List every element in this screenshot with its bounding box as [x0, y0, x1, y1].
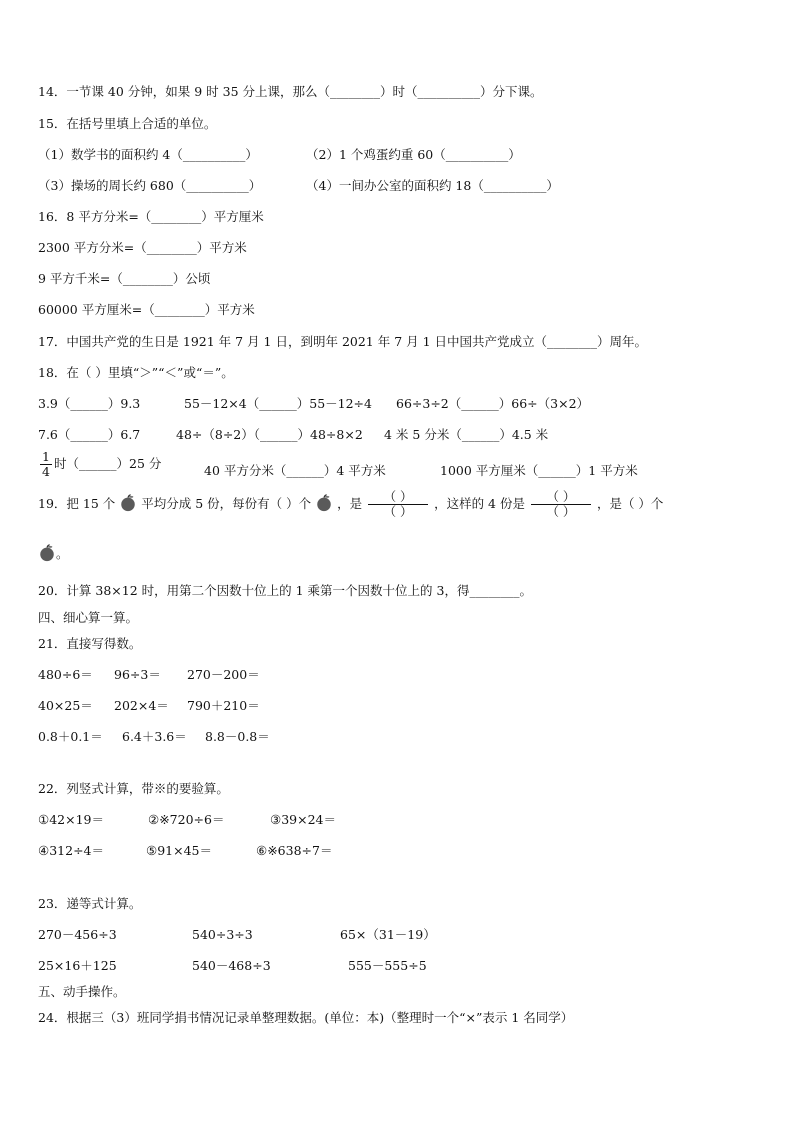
question-18-r1-a: 3.9（______）9.3: [38, 396, 141, 411]
q23-r1-c2: 540÷3÷3: [192, 927, 253, 942]
question-18-r3-b: 40 平方分米（______）4 平方米: [204, 463, 386, 478]
question-18-r2-b: 48÷（8÷2）（______）48÷8×2: [176, 427, 363, 442]
fraction-numerator: 1: [42, 449, 50, 464]
fraction-blank-1: [368, 490, 428, 519]
q21-r3-c1: 0.8＋0.1＝: [38, 729, 103, 744]
question-17: 17．中国共产党的生日是 1921 年 7 月 1 日，到明年 2021 年 7 月 1 日中国共产党成立（________）周年。: [38, 334, 648, 349]
question-19-part-3: ，是: [337, 496, 363, 511]
question-14: 14．一节课 40 分钟，如果 9 时 35 分上课，那么（________）时（__________）分下课。: [38, 84, 543, 99]
fraction-numerator-blank: （ ）: [383, 489, 413, 504]
question-18-r3-a: [38, 450, 161, 479]
section-heading-4: 四、细心算一算。: [38, 610, 139, 625]
question-20: 20．计算 38×12 时，用第二个因数十位上的 1 乘第一个因数十位上的 3，得________。: [38, 583, 532, 598]
question-23-title: 23．递等式计算。: [38, 896, 142, 911]
question-18-title: 18．在（ ）里填“＞”“＜”或“＝”。: [38, 365, 234, 380]
apple-icon: [315, 494, 333, 512]
apple-icon: [38, 544, 56, 562]
fraction-blank-2: [531, 490, 591, 519]
q22-r2-c3: ⑥※638÷7＝: [256, 843, 333, 858]
question-16-line-3: 9 平方千米=（________）公顷: [38, 271, 211, 286]
fraction-denominator: 4: [42, 464, 50, 479]
question-15-item-4: （4）一间办公室的面积约 18（__________）: [306, 178, 559, 193]
question-24: 24．根据三（3）班同学捐书情况记录单整理数据。(单位：本)（整理时一个“×”表示 1 名同学）: [38, 1010, 574, 1025]
section-heading-5: 五、动手操作。: [38, 984, 126, 999]
question-19-part-1: 19．把 15 个: [38, 496, 116, 511]
question-18-r2-c: 4 米 5 分米（______）4.5 米: [384, 427, 549, 442]
q23-r1-c3: 65×（31－19）: [340, 927, 436, 942]
question-15-item-1: （1）数学书的面积约 4（__________）: [38, 147, 258, 162]
q23-r2-c1: 25×16＋125: [38, 958, 117, 973]
q21-r2-c3: 790＋210＝: [187, 698, 260, 713]
question-19-part-5: ，是（ ）个: [596, 496, 664, 511]
question-15-title: 15．在括号里填上合适的单位。: [38, 116, 217, 131]
q21-r2-c2: 202×4＝: [114, 698, 169, 713]
q21-r1-c1: 480÷6＝: [38, 667, 93, 682]
question-16-line-2: 2300 平方分米=（________）平方米: [38, 240, 247, 255]
question-19-end-mark: 。: [56, 546, 69, 561]
q23-r1-c1: 270－456÷3: [38, 927, 117, 942]
q21-r3-c2: 6.4＋3.6＝: [122, 729, 187, 744]
fraction-one-quarter: [40, 450, 52, 479]
fraction-denominator-blank: （ ）: [546, 504, 576, 519]
question-19: [38, 490, 663, 519]
q22-r2-c2: ⑤91×45＝: [146, 843, 212, 858]
q23-r2-c2: 540－468÷3: [192, 958, 271, 973]
q21-r1-c3: 270－200＝: [187, 667, 260, 682]
q22-r1-c2: ②※720÷6＝: [148, 812, 225, 827]
apple-icon: [119, 494, 137, 512]
q22-r2-c1: ④312÷4＝: [38, 843, 104, 858]
q22-r1-c3: ③39×24＝: [270, 812, 336, 827]
q21-r1-c2: 96÷3＝: [114, 667, 161, 682]
question-18-r2-a: 7.6（______）6.7: [38, 427, 141, 442]
question-18-r3-a-text: 时（______）25 分: [54, 456, 162, 471]
question-19-part-4: ，这样的 4 份是: [434, 496, 525, 511]
fraction-denominator-blank: （ ）: [383, 504, 413, 519]
fraction-numerator-blank: （ ）: [546, 489, 576, 504]
question-16-line-4: 60000 平方厘米=（________）平方米: [38, 302, 255, 317]
question-18-r3-c: 1000 平方厘米（______）1 平方米: [440, 463, 638, 478]
question-18-r1-b: 55－12×4（______）55－12÷4: [184, 396, 372, 411]
question-18-r1-c: 66÷3÷2（______）66÷（3×2）: [396, 396, 590, 411]
question-16-line-1: 16．8 平方分米=（________）平方厘米: [38, 209, 264, 224]
q21-r2-c1: 40×25＝: [38, 698, 93, 713]
question-22-title: 22．列竖式计算，带※的要验算。: [38, 781, 229, 796]
q22-r1-c1: ①42×19＝: [38, 812, 104, 827]
question-15-item-2: （2）1 个鸡蛋约重 60（__________）: [306, 147, 521, 162]
question-19-end: [38, 544, 69, 564]
question-19-part-2: 平均分成 5 份，每份有（ ）个: [141, 496, 312, 511]
question-15-item-3: （3）操场的周长约 680（__________）: [38, 178, 262, 193]
question-21-title: 21．直接写得数。: [38, 636, 142, 651]
q21-r3-c3: 8.8－0.8＝: [205, 729, 270, 744]
q23-r2-c3: 555－555÷5: [348, 958, 427, 973]
